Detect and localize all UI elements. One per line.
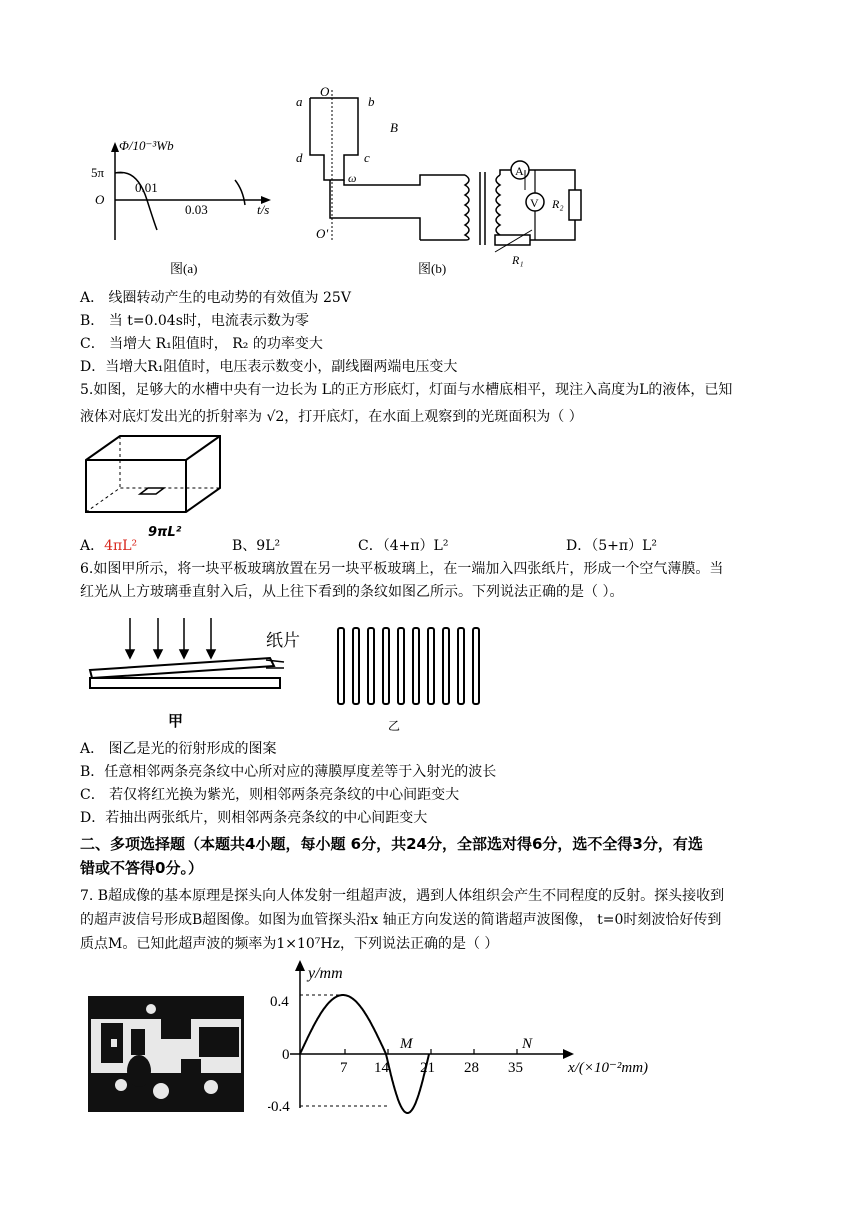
q5-option-a-label: A．: [80, 538, 105, 554]
fig-b-label-B: B: [390, 120, 398, 135]
q5-option-d: D．（5+π）L²: [566, 538, 657, 554]
q5-option-a-value: 4πL²: [104, 538, 138, 554]
wave-xtick-14: 14: [374, 1060, 389, 1076]
q5-stem-1: 5.如图，足够大的水槽中央有一边长为 L的正方形底灯，灯面与水槽底相平，现注入高度为L的液体，已知: [80, 382, 733, 398]
fig-a-xaxis-label: t/s: [257, 202, 270, 217]
figure-a: [85, 80, 285, 280]
q4-option-d: D．当增大R₁阻值时，电压表示数变小，副线圈两端电压变大: [80, 359, 458, 375]
q6-option-d: D．若抽出两张纸片，则相邻两条亮条纹的中心间距变大: [80, 810, 428, 826]
wave-ytick-zero: 0: [282, 1047, 290, 1063]
wave-y-label: y/mm: [308, 965, 343, 982]
fig-b-caption: 图(b): [418, 261, 447, 276]
wave-xtick-28: 28: [464, 1060, 479, 1076]
q5-option-a: [80, 536, 137, 556]
fig-a-origin: O: [95, 192, 105, 207]
fig-b-label-c: c: [364, 150, 370, 165]
fig-b-label-b: b: [368, 94, 375, 109]
fig-a-caption: 图(a): [170, 261, 198, 276]
wave-ytick-pos: 0.4: [270, 994, 289, 1010]
figure-b: [290, 80, 600, 285]
fig-a-tick-2: 0.03: [185, 202, 208, 217]
fig-b-label-a: a: [296, 94, 303, 109]
q4-option-a: A． 线圈转动产生的电动势的有效值为 25V: [80, 290, 351, 306]
q4-option-b: B． 当 t=0.04s时，电流表示数为零: [80, 313, 309, 329]
fig-b-label-R1: R₁: [512, 253, 524, 267]
q6-option-c: C． 若仅将红光换为紫光，则相邻两条亮条纹的中心间距变大: [80, 787, 460, 803]
q7-stem-3: 质点M。已知此超声波的频率为1×10⁷Hz，下列说法正确的是（ ）: [80, 936, 499, 952]
point-N-label: N: [522, 1036, 533, 1052]
paper-label: 纸片: [266, 631, 300, 650]
q4-option-c: C． 当增大 R₁阻值时， R₂ 的功率变大: [80, 336, 323, 352]
wave-xtick-21: 21: [420, 1060, 435, 1076]
q6-option-b: B．任意相邻两条亮条纹中心所对应的薄膜厚度差等于入射光的波长: [80, 764, 497, 780]
q6-option-a: A． 图乙是光的衍射形成的图案: [80, 741, 277, 757]
q6-stem-1: 6.如图甲所示，将一块平板玻璃放置在另一块平板玻璃上，在一端加入四张纸片，形成一个空气薄膜。当: [80, 561, 724, 577]
wave-graph: [268, 958, 688, 1118]
ammeter-icon: A: [515, 164, 524, 178]
wave-x-label: x/(×10⁻²mm): [568, 1060, 649, 1076]
handwritten-note: 9πL²: [148, 525, 182, 540]
fig-a-tick-1: 0.01: [135, 180, 158, 195]
section-2-title-line-1: 二、多项选择题（本题共4小题，每小题 6分，共24分，全部选对得6分，选不全得3分，有选: [80, 835, 703, 853]
ultrasound-photo: [88, 996, 244, 1112]
fig-b-label-omega: ω: [348, 171, 357, 185]
fig-yi-label: 乙: [388, 719, 401, 733]
figure-air-wedge: [80, 608, 490, 738]
q5-option-b: B、9L²: [232, 538, 281, 554]
q5-option-c: C．（4+π）L²: [358, 538, 449, 554]
figure-water-tank: [80, 432, 230, 522]
fig-b-label-d: d: [296, 150, 303, 165]
section-2-title-line-2: 错或不答得0分。）: [80, 859, 203, 877]
wave-xtick-35: 35: [508, 1060, 523, 1076]
fig-a-ytick: 5π: [91, 165, 105, 180]
fig-jia-label: 甲: [168, 714, 184, 730]
q7-stem-1: 7. B超成像的基本原理是探头向人体发射一组超声波，遇到人体组织会产生不同程度的反射。探头接收到: [80, 888, 725, 904]
wave-ytick-neg: -0.4: [268, 1099, 290, 1115]
q5-stem-2: 液体对底灯发出光的折射率为 √2，打开底灯，在水面上观察到的光斑面积为（ ）: [80, 409, 583, 425]
fig-b-label-O: O: [320, 84, 330, 99]
point-M-label: M: [400, 1036, 413, 1052]
wave-xtick-7: 7: [340, 1060, 348, 1076]
q7-stem-2: 的超声波信号形成B超图像。如图为血管探头沿x 轴正方向发送的简谐超声波图像， t=0时刻波恰好传到: [80, 912, 722, 928]
voltmeter-icon: V: [530, 196, 539, 210]
fig-a-yaxis-label: Φ/10⁻³Wb: [119, 138, 174, 153]
q6-stem-2: 红光从上方玻璃垂直射入后，从上往下看到的条纹如图乙所示。下列说法正确的是（ ）。: [80, 584, 624, 600]
fig-b-label-O-prime: O': [316, 226, 329, 241]
fig-b-label-R2: R₂: [552, 197, 564, 211]
section-2-title: [80, 832, 780, 880]
